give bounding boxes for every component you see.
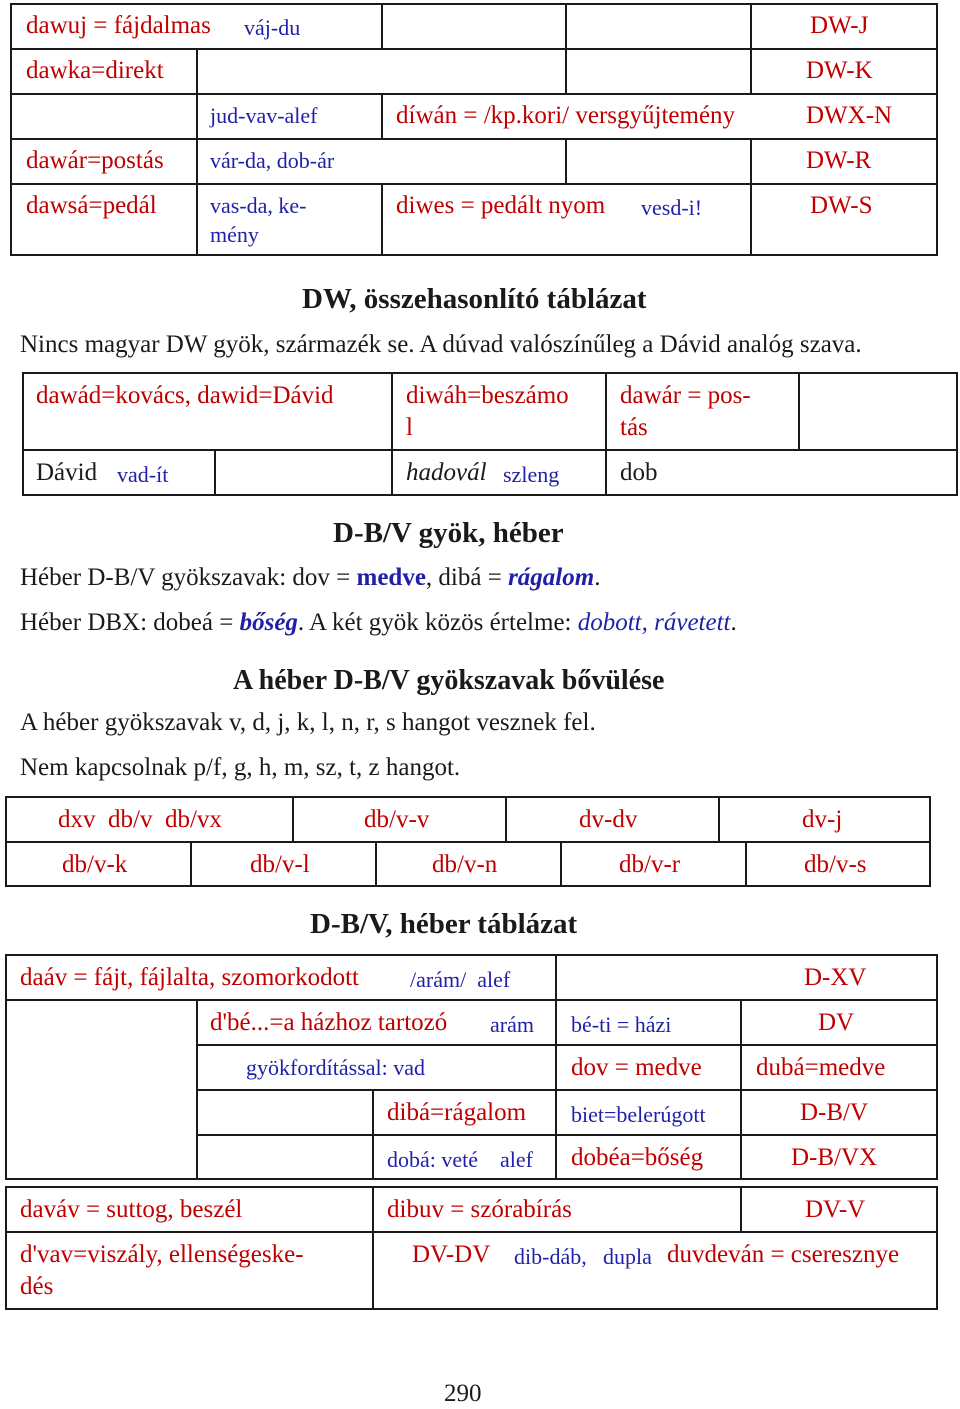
t5-word-dvav-line1: d'vav=viszály, ellenségeske- [20, 1241, 304, 1268]
t2-word-dawad: dawád=kovács, dawid=Dávid [36, 382, 334, 409]
t5-word-davav: daváv = suttog, beszél [20, 1196, 243, 1223]
t5-note-dupla: dupla [603, 1244, 652, 1269]
t2-word-dawar-line1: dawár = pos- [620, 382, 751, 409]
heading-hebrew-table: D-B/V, héber táblázat [310, 908, 578, 940]
t1-word-diwes: diwes = pedált nyom [396, 192, 606, 219]
heading-db-v-root: D-B/V gyök, héber [333, 517, 564, 549]
para3-text-2: . A két gyök közös értelme: [297, 609, 578, 636]
t1-note-judvavalef: jud-vav-alef [210, 103, 318, 128]
t3-cell-1-2: db/v-v [364, 806, 430, 833]
para3-text-3: . [730, 609, 737, 636]
t1-code-dwxn: DWX-N [806, 102, 893, 129]
t5-word-duvdevan: duvdeván = cseresznye [667, 1241, 900, 1268]
t1-note-vasda-line1: vas-da, ke- [210, 193, 307, 218]
t5-word-dibuv: dibuv = szórabírás [387, 1196, 572, 1223]
paragraph-hebrew-dbx [20, 609, 737, 638]
t2-word-diwah-line1: diwáh=beszámo [406, 382, 569, 409]
t2-word-dob: dob [620, 459, 658, 486]
t5-code-dvv: DV-V [805, 1196, 866, 1223]
para2-text-1: Héber D-B/V gyökszavak: dov = [20, 564, 357, 591]
t1-word-dawka: dawka=direkt [26, 57, 164, 84]
t1-word-dawuj: dawuj = fájdalmas [26, 12, 211, 39]
para2-text-3: . [594, 564, 601, 591]
t2-word-hadoval: hadovál [406, 459, 487, 486]
para3-word-dobott: dobott, rávetett [577, 609, 731, 636]
t4-note-alef: alef [500, 1147, 533, 1172]
t4-code-dbvx: D-B/VX [791, 1144, 878, 1171]
para3-word-boseg: bőség [239, 609, 298, 636]
t1-word-dawsa: dawsá=pedál [26, 192, 157, 219]
t1-code-dwk: DW-K [806, 57, 873, 84]
t1-code-dws: DW-S [810, 192, 873, 219]
t1-word-diwan: díwán = /kp.kori/ versgyűjtemény [396, 102, 736, 129]
t1-word-dawar: dawár=postás [26, 147, 164, 174]
t3-cell-2-2: db/v-l [250, 851, 310, 878]
t4-word-doba: dobá: veté [387, 1147, 479, 1172]
t1-code-dwr: DW-R [806, 147, 872, 174]
t4-word-daav: daáv = fájt, fájlalta, szomorkodott [20, 964, 359, 991]
t3-cell-2-5: db/v-s [804, 851, 867, 878]
t3-cell-2-1: db/v-k [62, 851, 128, 878]
t3-cell-1-3: dv-dv [579, 806, 638, 833]
t4-word-dobea: dobéa=bőség [571, 1144, 704, 1171]
t5-code-dvdv: DV-DV [412, 1241, 491, 1268]
t3-cell-1-4: dv-j [802, 806, 843, 833]
t4-note-gyokforditas: gyökfordítással: vad [246, 1055, 426, 1080]
t1-note-vajdu: váj-du [244, 15, 301, 40]
t2-note-vadit: vad-ít [117, 462, 169, 487]
para2-word-medve: medve [356, 564, 426, 591]
t4-note-aram-alef: /arám/ alef [410, 967, 511, 992]
t4-word-diba: dibá=rágalom [387, 1099, 527, 1126]
t4-word-beti: bé-ti = házi [571, 1012, 672, 1037]
heading-dw-comparison: DW, összehasonlító táblázat [302, 283, 647, 315]
t4-code-dxv: D-XV [804, 964, 867, 991]
t4-word-dbe: d'bé...=a házhoz tartozó [210, 1009, 448, 1036]
t1-note-vesdi: vesd-i! [641, 195, 703, 220]
paragraph-no-hungarian-dw: Nincs magyar DW gyök, származék se. A dúvad valószínűleg a Dávid analóg szava. [20, 331, 862, 358]
t2-word-dawar-line2: tás [620, 414, 648, 441]
t1-code-dwj: DW-J [810, 12, 869, 39]
t2-note-szleng: szleng [503, 462, 560, 487]
t3-cell-1-1: dxv db/v db/vx [58, 806, 222, 833]
t4-word-biet: biet=belerúgott [571, 1102, 706, 1127]
t3-cell-2-3: db/v-n [432, 851, 498, 878]
t1-note-varda: vár-da, dob-ár [210, 148, 335, 173]
para2-text-2: , dibá = [425, 564, 509, 591]
heading-expansion: A héber D-B/V gyökszavak bővülése [233, 665, 665, 696]
paragraph-expansion-sounds: A héber gyökszavak v, d, j, k, l, n, r, s hangot vesznek fel. [20, 709, 596, 736]
t5-note-dibdab: dib-dáb, [514, 1244, 587, 1269]
t4-word-duba: dubá=medve [756, 1054, 886, 1081]
t4-code-dbv: D-B/V [800, 1099, 869, 1126]
t3-cell-2-4: db/v-r [619, 851, 681, 878]
t4-code-dv: DV [818, 1009, 855, 1036]
t4-word-dov: dov = medve [571, 1054, 702, 1081]
t2-word-david: Dávid [36, 459, 98, 486]
t4-note-aram: arám [490, 1012, 534, 1037]
t1-note-vasda-line2: mény [210, 222, 259, 247]
para2-word-ragalom: rágalom [508, 564, 595, 591]
paragraph-hebrew-db-v-words [20, 564, 600, 593]
t2-word-diwah-line2: l [406, 414, 413, 441]
paragraph-no-sounds: Nem kapcsolnak p/f, g, h, m, sz, t, z hangot. [20, 754, 461, 781]
t5-word-dvav-line2: dés [20, 1273, 54, 1300]
page-number: 290 [444, 1380, 482, 1407]
para3-text-1: Héber DBX: dobeá = [20, 609, 240, 636]
